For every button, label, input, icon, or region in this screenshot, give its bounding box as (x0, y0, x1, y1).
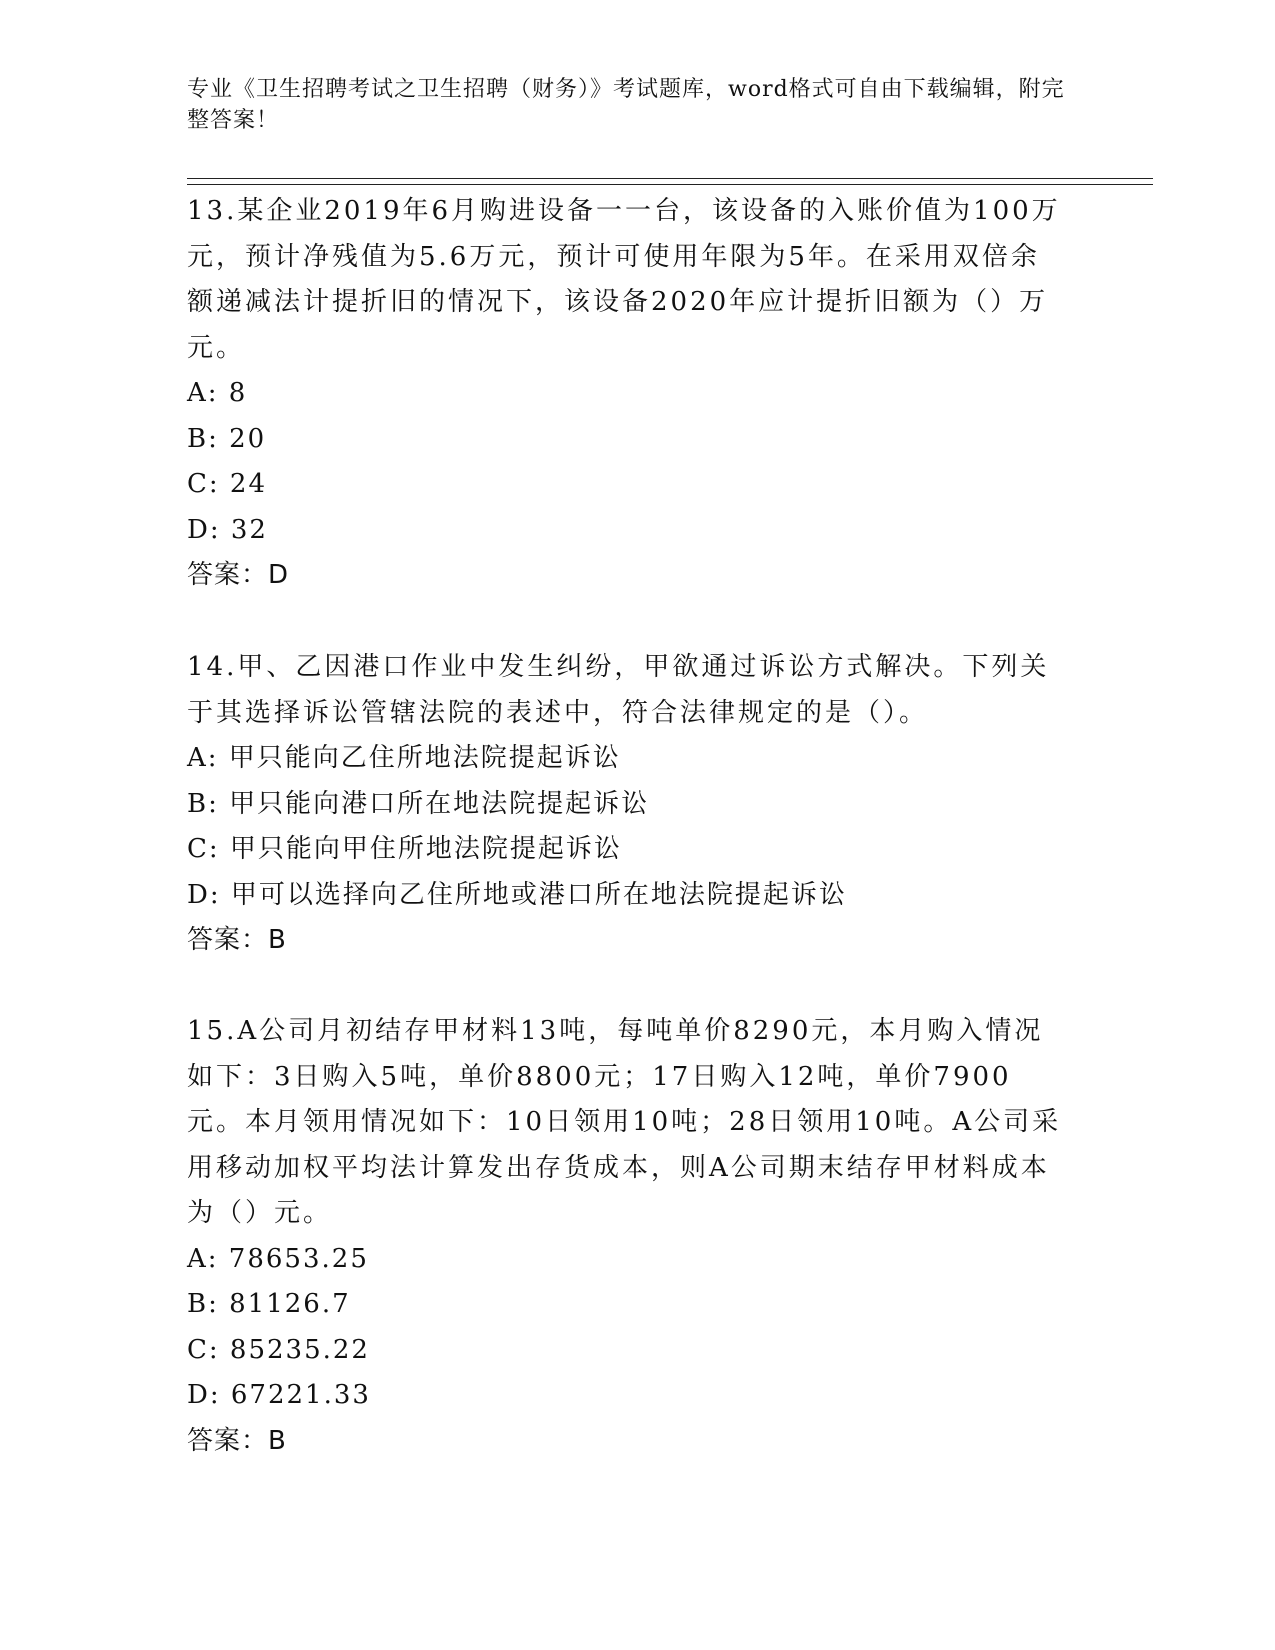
option-c: C: 甲只能向甲住所地法院提起诉讼 (187, 834, 622, 864)
option-d: D: 甲可以选择向乙住所地或港口所在地法院提起诉讼 (187, 879, 847, 910)
header-divider-top (187, 178, 1153, 179)
option-b: B: 甲只能向港口所在地法院提起诉讼 (187, 788, 650, 819)
question-13 (187, 189, 1067, 599)
option-b: B: 81126.7 (187, 1289, 351, 1319)
option-c: C: 85235.22 (187, 1334, 370, 1365)
question-14 (187, 645, 1067, 964)
option-b: B: 20 (187, 423, 267, 454)
question-stem: 13.某企业2019年6月购进设备一一台，该设备的入账价值为100万元，预计净残值为5.6万元，预计可使用年限为5年。在采用双倍余额递减法计提折旧的情况下，该设备2020年应计提折旧额为（）万元。 (187, 196, 1061, 363)
question-answer: 答案：B (187, 925, 287, 955)
question-answer: 答案：D (187, 560, 290, 590)
question-stem: 14.甲、乙因港口作业中发生纠纷，甲欲通过诉讼方式解决。下列关于其选择诉讼管辖法院的表述中，符合法律规定的是（）。 (187, 652, 1050, 728)
header-divider-bottom (187, 184, 1153, 185)
option-a: A: 78653.25 (187, 1243, 369, 1274)
question-answer: 答案：B (187, 1425, 287, 1456)
option-a: A: 8 (187, 378, 248, 408)
option-c: C: 24 (187, 469, 268, 499)
question-15 (187, 1009, 1067, 1464)
option-a: A: 甲只能向乙住所地法院提起诉讼 (187, 743, 621, 773)
question-stem: 15.A公司月初结存甲材料13吨，每吨单价8290元，本月购入情况如下：3日购入5吨，单价8800元；17日购入12吨，单价7900元。本月领用情况如下：10日领用10吨；28日领用10吨。A公司采用移动加权平均法计算发出存货成本，则A公司期末结存甲材料成本为（）元。 (187, 1016, 1062, 1228)
option-d: D: 67221.33 (187, 1380, 371, 1410)
option-d: D: 32 (187, 514, 268, 545)
document-header: 专业《卫生招聘考试之卫生招聘（财务）》考试题库，word格式可自由下载编辑，附完整答案！ (187, 77, 1065, 133)
